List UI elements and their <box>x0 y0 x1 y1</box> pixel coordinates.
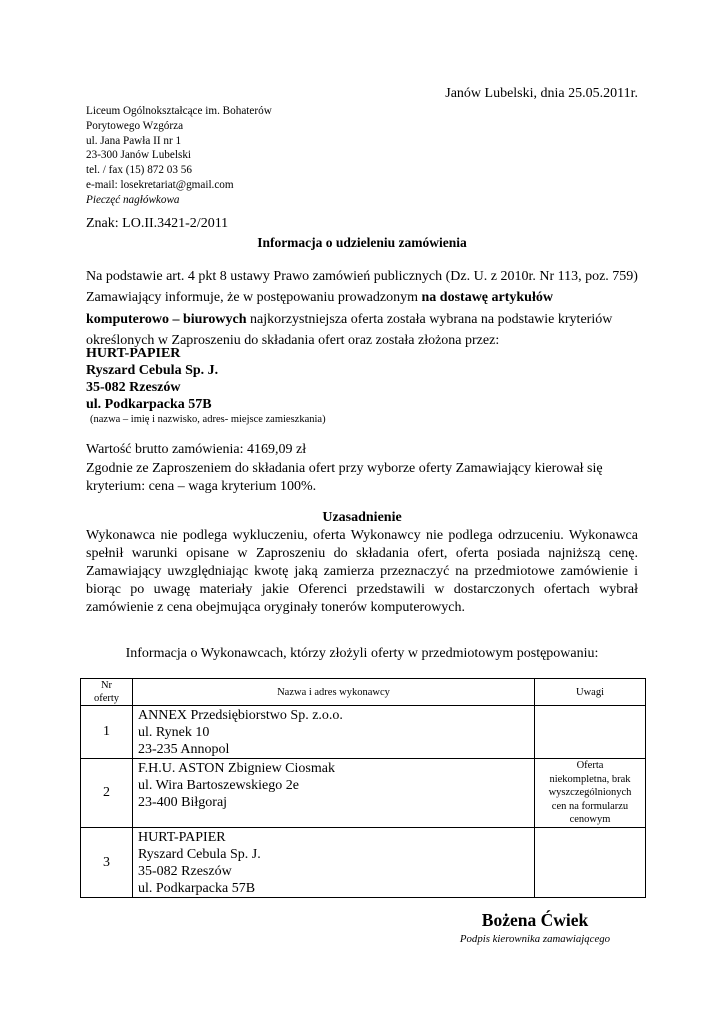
institution-email: e-mail: losekretariat@gmail.com <box>86 178 234 191</box>
notes-line: cen na formularzu <box>551 800 629 812</box>
header-nr <box>81 679 133 706</box>
table-intro: Informacja o Wykonawcach, którzy złożyli oferty w przedmiotowym postępowaniu: <box>125 646 599 661</box>
row-name <box>133 706 535 759</box>
row-nr: 1 <box>81 706 133 759</box>
row-name <box>133 759 535 828</box>
intro-text-1: Na podstawie art. 4 pkt 8 ustawy Prawo zamówień publicznych (Dz. U. z 2010r. Nr 113, poz. 759) Zamawiający informuje, że w postępowaniu prowadzonym <box>86 269 638 306</box>
institution-line: ul. Jana Pawła II nr 1 <box>86 134 182 147</box>
winner-caption: (nazwa – imię i nazwisko, adres- miejsce zamieszkania) <box>90 414 326 425</box>
header-name: Nazwa i adres wykonawcy <box>133 679 535 706</box>
winner-line: HURT-PAPIER <box>86 346 181 361</box>
document-title: Informacja o udzieleniu zamówienia <box>257 235 467 250</box>
name-line: ul. Rynek 10 <box>138 725 210 740</box>
institution-line: Porytowego Wzgórza <box>86 119 184 132</box>
row-notes <box>535 759 646 828</box>
name-line: F.H.U. ASTON Zbigniew Ciosmak <box>138 761 335 776</box>
table-row <box>81 828 646 898</box>
row-notes <box>535 706 646 759</box>
winner-line: ul. Podkarpacka 57B <box>86 397 212 412</box>
reference-number: Znak: LO.II.3421-2/2011 <box>86 216 229 231</box>
offers-table <box>80 678 646 898</box>
intro-paragraph <box>86 266 638 351</box>
header-nr-line: oferty <box>93 693 120 704</box>
institution-line: 23-300 Janów Lubelski <box>86 149 192 162</box>
institution-stamp <box>86 104 272 208</box>
criteria-paragraph: Zgodnie ze Zaproszeniem do składania ofert przy wyborze oferty Zamawiający kierował się kryterium: cena – waga kryterium 100%. <box>86 461 603 494</box>
winner-block <box>86 345 218 413</box>
header-nr-line: Nr <box>100 680 113 691</box>
notes-line: Oferta <box>576 760 604 771</box>
notes-line: wyszczególnionych <box>548 787 632 798</box>
notes-line: cenowym <box>569 814 611 825</box>
signatory-name: Bożena Ćwiek <box>481 910 589 930</box>
justification-heading: Uzasadnienie <box>322 510 402 525</box>
name-line: ul. Wira Bartoszewskiego 2e <box>138 778 299 793</box>
institution-line: tel. / fax (15) 872 03 56 <box>86 164 192 177</box>
row-nr: 2 <box>81 759 133 828</box>
notes-line: niekompletna, brak <box>549 773 631 785</box>
row-nr: 3 <box>81 828 133 898</box>
justification-paragraph: Wykonawca nie podlega wykluczeniu, oferta Wykonawcy nie podlega odrzuceniu. Wykonawca spełnił warunki opisane w Zaproszeniu do składania ofert, oferta posiada najniższą cenę. Zamawiający uwzględniając kwotę jaką zamierza przeznaczyć na przedmiotowe zamówienie i biorąc po uwagę materiały jakie Oferenci przedstawili w dostarczonych ofertach wybrał zamówienie z cena obejmująca oryginały tonerów komputerowych. <box>86 528 638 615</box>
name-line: 23-235 Annopol <box>138 742 230 757</box>
order-value: Wartość brutto zamówienia: 4169,09 zł <box>86 442 307 457</box>
name-line: ANNEX Przedsiębiorstwo Sp. z.o.o. <box>138 708 343 723</box>
name-line: 35-082 Rzeszów <box>138 864 232 879</box>
table-row <box>81 706 646 759</box>
name-line: ul. Podkarpacka 57B <box>138 881 256 896</box>
row-name <box>133 828 535 898</box>
header-notes: Uwagi <box>535 679 646 706</box>
winner-line: 35-082 Rzeszów <box>86 380 181 395</box>
name-line: HURT-PAPIER <box>138 830 226 845</box>
signature-caption: Podpis kierownika zamawiającego <box>459 933 611 945</box>
intro-text-2: najkorzystniejsza oferta została wybrana na podstawie kryteriów określonych w Zaproszeniu do składania ofert oraz została złożona przez: <box>86 311 613 348</box>
stamp-label: Pieczęć nagłówkowa <box>86 193 180 206</box>
intro-subject: na dostawę artykułów komputerowo – biurowych <box>86 290 553 327</box>
table-header-row <box>81 679 646 706</box>
table-row <box>81 759 646 828</box>
name-line: Ryszard Cebula Sp. J. <box>138 847 261 862</box>
document-date: Janów Lubelski, dnia 25.05.2011r. <box>445 86 638 101</box>
name-line: 23-400 Biłgoraj <box>138 795 228 810</box>
winner-line: Ryszard Cebula Sp. J. <box>86 363 219 378</box>
row-notes <box>535 828 646 898</box>
institution-line: Liceum Ogólnokształcące im. Bohaterów <box>86 105 272 117</box>
